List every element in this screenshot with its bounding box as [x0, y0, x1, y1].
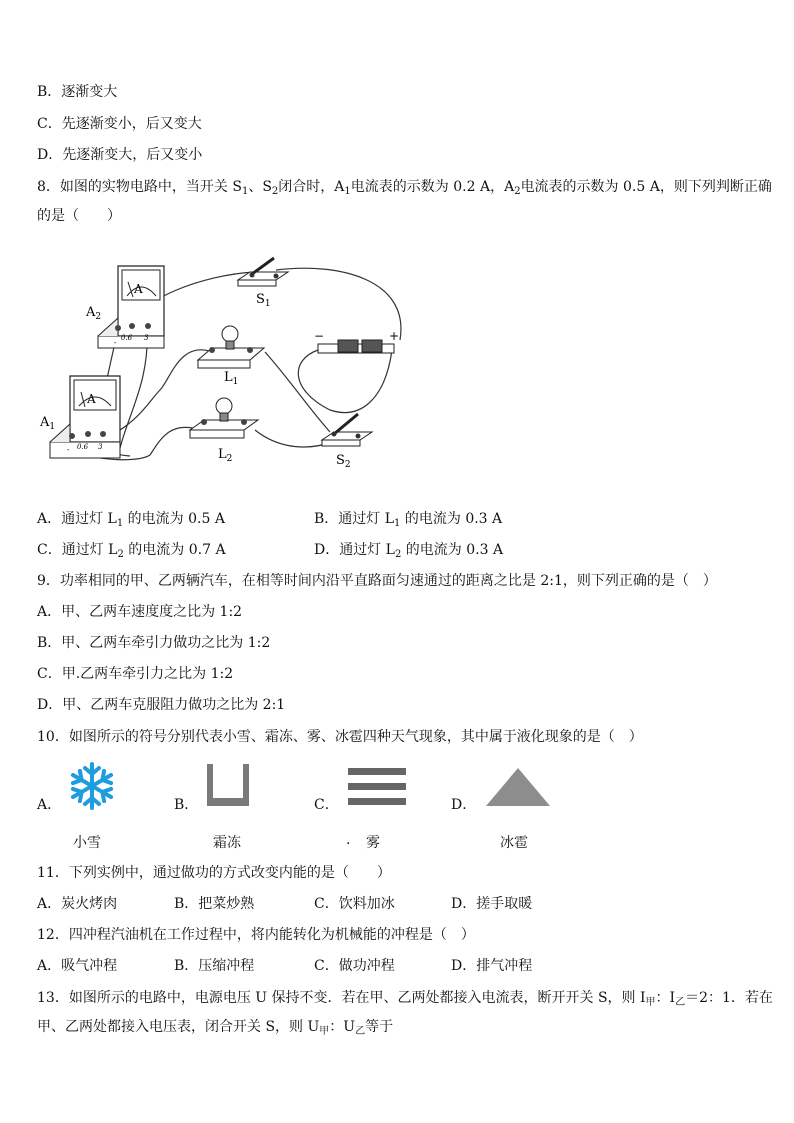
q10-caption-fog: 雾 [366, 835, 380, 851]
ammeter-a1 [50, 376, 120, 458]
q13-stem-line1: 13．如图所示的电路中，电源电压 U 保持不变．若在甲、乙两处都接入电流表，断开开关 S，则 $I_甲$：$I_乙=2$：1．若在 [37, 990, 773, 1008]
svg-text:S2: $S_2$ [336, 453, 351, 470]
fog-icon [346, 766, 408, 808]
svg-text:A: A [134, 282, 143, 296]
q8-option-d: D．通过灯 $L_2$ 的电流为 0.3 A [314, 542, 504, 560]
q10-stem: 10．如图所示的符号分别代表小雪、霜冻、雾、冰雹四种天气现象，其中属于液化现象的是（ ） [37, 729, 643, 745]
svg-text:-: - [67, 446, 70, 454]
q11-option-d: D．搓手取暖 [451, 896, 533, 912]
q12-stem: 12．四冲程汽油机在工作过程中，将内能转化为机械能的冲程是（ ） [37, 927, 475, 943]
q10-caption-snow: 小雪 [73, 835, 101, 851]
svg-text:−: − [314, 329, 325, 343]
lamp-l1 [198, 326, 264, 368]
svg-text:L2: $L_2$ [218, 447, 233, 464]
q10-caption-hail: 冰雹 [500, 835, 528, 851]
q10-option-c: C． [314, 797, 339, 813]
svg-text:S1: $S_1$ [256, 292, 271, 309]
q8-circuit-diagram [38, 246, 428, 476]
svg-text:-: - [114, 339, 117, 347]
svg-text:0.6: 0.6 [121, 334, 133, 342]
svg-text:L1: $L_1$ [224, 370, 239, 387]
q10-option-b: B． [174, 797, 199, 813]
q8-option-a: A．通过灯 $L_1$ 的电流为 0.5 A [37, 511, 225, 529]
switch-s1 [238, 258, 288, 286]
ammeter-a2 [98, 266, 164, 348]
q8-option-b: B．通过灯 $L_1$ 的电流为 0.3 A [314, 511, 503, 529]
q12-option-c: C．做功冲程 [314, 958, 395, 974]
q7-option-b: B．逐渐变大 [37, 84, 118, 100]
q9-option-c: C．甲.乙两车牵引力之比为 1:2 [37, 666, 234, 682]
svg-text:A: A [87, 392, 96, 406]
q9-option-a: A．甲、乙两车速度度之比为 1:2 [37, 604, 243, 620]
hail-icon [484, 766, 552, 808]
snowflake-icon [66, 760, 118, 812]
q13-stem-line2: 甲、乙两处都接入电压表，闭合开关 S，则 $U_甲$：$U_乙$等于 [37, 1019, 394, 1037]
q11-stem: 11．下列实例中，通过做功的方式改变内能的是（ ） [37, 865, 391, 881]
svg-text:A1: $A_1$ [40, 415, 56, 432]
q10-caption-frost: 霜冻 [213, 835, 241, 851]
switch-s2 [322, 414, 372, 446]
q8-stem-line1: 8．如图的实物电路中，当开关 $S_1$、$S_2$闭合时，$A_1$电流表的示数为 0.2 A，$A_2$电流表的示数为 0.5 A，则下列判断正确 [37, 179, 772, 197]
q10-option-a: A． [37, 797, 62, 813]
svg-text:3: 3 [98, 443, 103, 451]
svg-text:A2: $A_2$ [86, 305, 102, 322]
q7-option-c: C．先逐渐变小，后又变大 [37, 116, 202, 132]
svg-text:+: + [389, 329, 400, 343]
q11-option-a: A．炭火烤肉 [37, 896, 118, 912]
svg-text:3: 3 [144, 334, 149, 342]
q12-option-a: A．吸气冲程 [37, 958, 118, 974]
q9-option-b: B．甲、乙两车牵引力做功之比为 1:2 [37, 635, 271, 651]
q12-option-b: B．压缩冲程 [174, 958, 255, 974]
q10-caption-fog-dot: . [346, 832, 351, 848]
lamp-l2 [190, 398, 258, 438]
q12-option-d: D．排气冲程 [451, 958, 533, 974]
q8-option-c: C．通过灯 $L_2$ 的电流为 0.7 A [37, 542, 226, 560]
frost-icon [204, 762, 252, 808]
q10-option-d: D． [451, 797, 477, 813]
q8-stem-line2: 的是（ ） [37, 208, 121, 224]
battery [314, 329, 399, 353]
q11-option-b: B．把菜炒熟 [174, 896, 255, 912]
q11-option-c: C．饮料加冰 [314, 896, 395, 912]
q9-stem: 9．功率相同的甲、乙两辆汽车，在相等时间内沿平直路面匀速通过的距离之比是 2:1，则下列正确的是（ ） [37, 573, 717, 589]
q9-option-d: D．甲、乙两车克服阻力做功之比为 2:1 [37, 697, 286, 713]
q7-option-d: D．先逐渐变大，后又变小 [37, 147, 203, 163]
svg-text:0.6: 0.6 [77, 443, 89, 451]
